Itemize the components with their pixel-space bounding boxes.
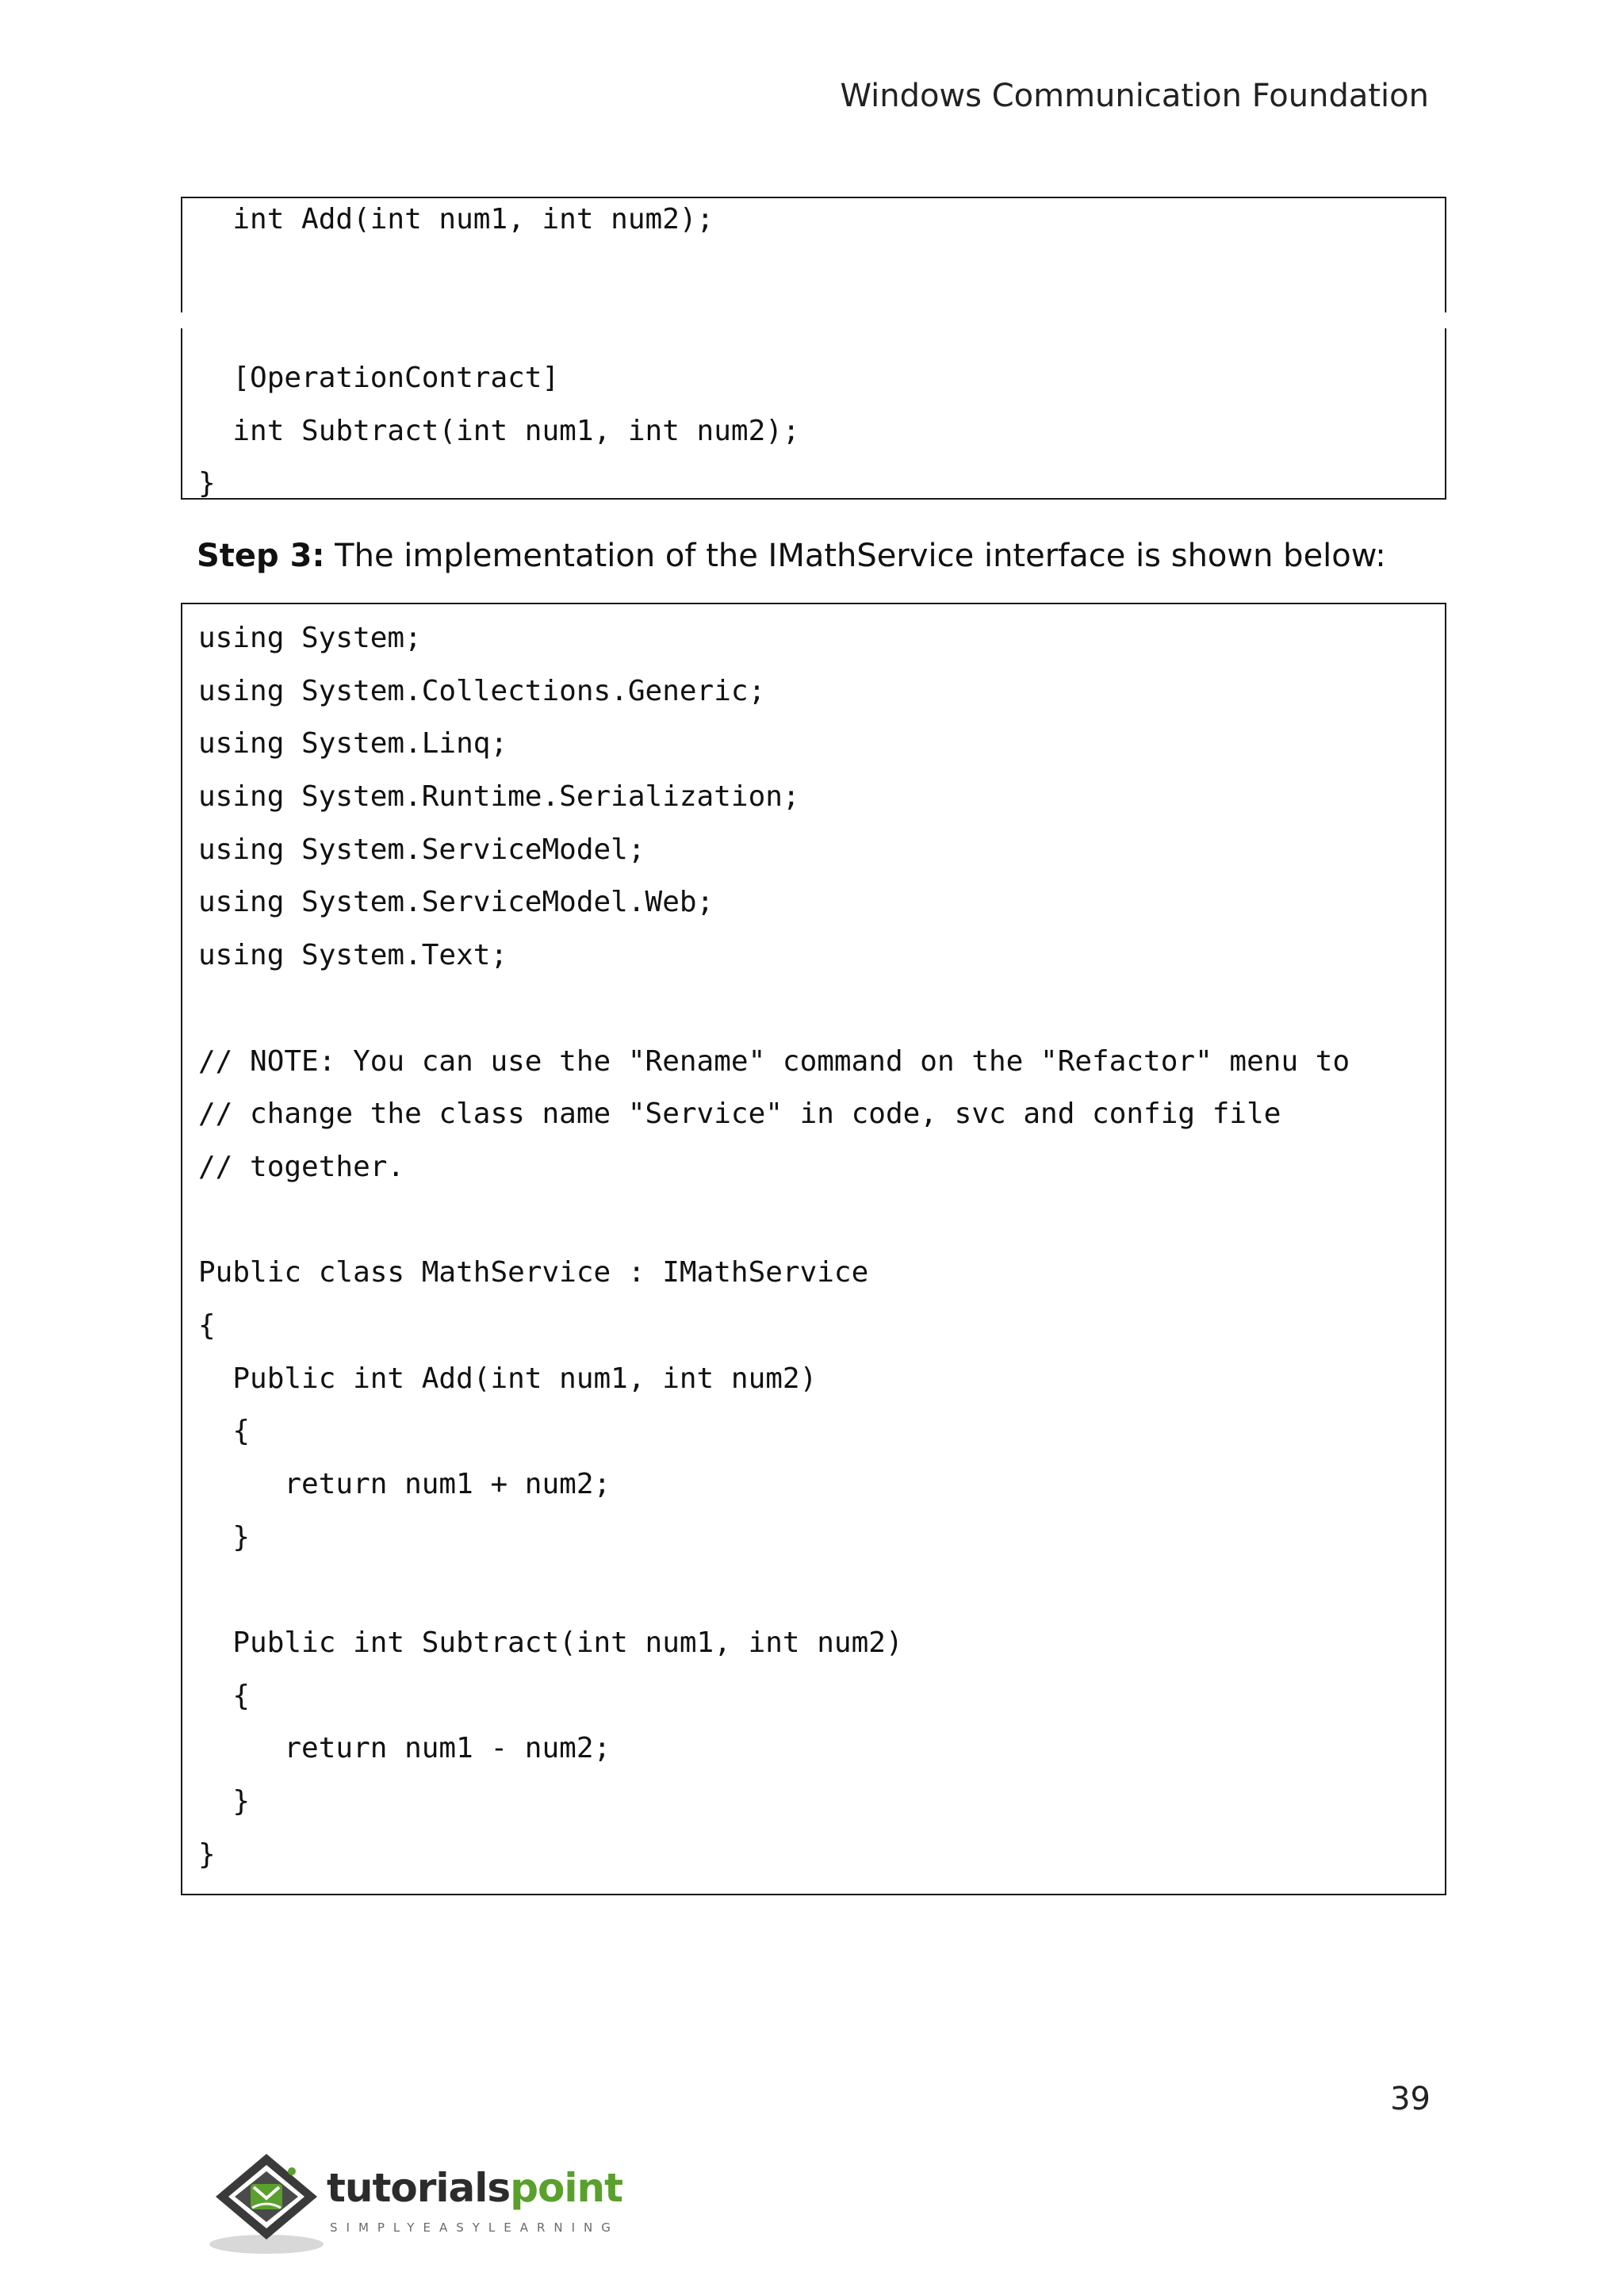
page-number: 39 [1390,2081,1431,2117]
code-line: using System; [198,622,422,654]
code-line: int Subtract(int num1, int num2); [198,414,800,447]
code-line: using System.ServiceModel; [198,833,645,866]
code-line: } [198,1837,216,1871]
code-line [198,983,1350,1036]
code-line: using System.ServiceModel.Web; [198,886,714,919]
step-3-label: Step 3: [197,538,325,574]
step-3-text: The implementation of the IMathService interface is shown below: [324,538,1386,574]
code-line: { [198,1308,216,1342]
code-block-math-service [181,603,1446,1895]
code-line: { [198,1679,251,1712]
code-block-interface-end [181,197,1446,500]
tutorialspoint-logo-icon [205,2147,324,2259]
logo-tagline: SIMPLYEASYLEARNING [330,2220,619,2235]
code-line: // NOTE: You can use the "Rename" command on the "Refactor" menu to [198,1044,1350,1078]
page-header-title: Windows Communication Foundation [840,78,1429,114]
code-line [198,1564,1350,1617]
code-line: return num1 - num2; [198,1732,611,1765]
code-line: } [198,1785,251,1818]
code-line: Public int Add(int num1, int num2) [198,1362,818,1395]
code-line [198,247,800,300]
logo-wordmark-part2: point [510,2165,622,2211]
code-line: Public class MathService : IMathService [198,1256,869,1289]
code-line: } [198,1520,251,1554]
code-line [198,299,800,352]
code-line: // together. [198,1150,405,1183]
code-line: int Add(int num1, int num2); [198,203,714,236]
step-3-caption [197,538,1386,574]
code-line [198,1194,1350,1247]
logo-wordmark [327,2165,622,2211]
code-line: using System.Text; [198,939,508,972]
logo-wordmark-part1: tutorials [327,2165,511,2211]
code-line: // change the class name "Service" in code, svc and config file [198,1098,1281,1131]
code-line: Public int Subtract(int num1, int num2) [198,1626,903,1660]
code-line: } [198,467,216,500]
tutorialspoint-logo [205,2147,649,2259]
code-line: { [198,1415,251,1448]
code-line: return num1 + num2; [198,1468,611,1500]
code-line: using System.Runtime.Serialization; [198,780,800,814]
code-lines-1 [198,193,800,511]
code-line: [OperationContract] [198,362,560,395]
code-line: using System.Collections.Generic; [198,674,766,707]
code-line: using System.Linq; [198,727,508,761]
code-lines-2 [198,612,1350,1882]
